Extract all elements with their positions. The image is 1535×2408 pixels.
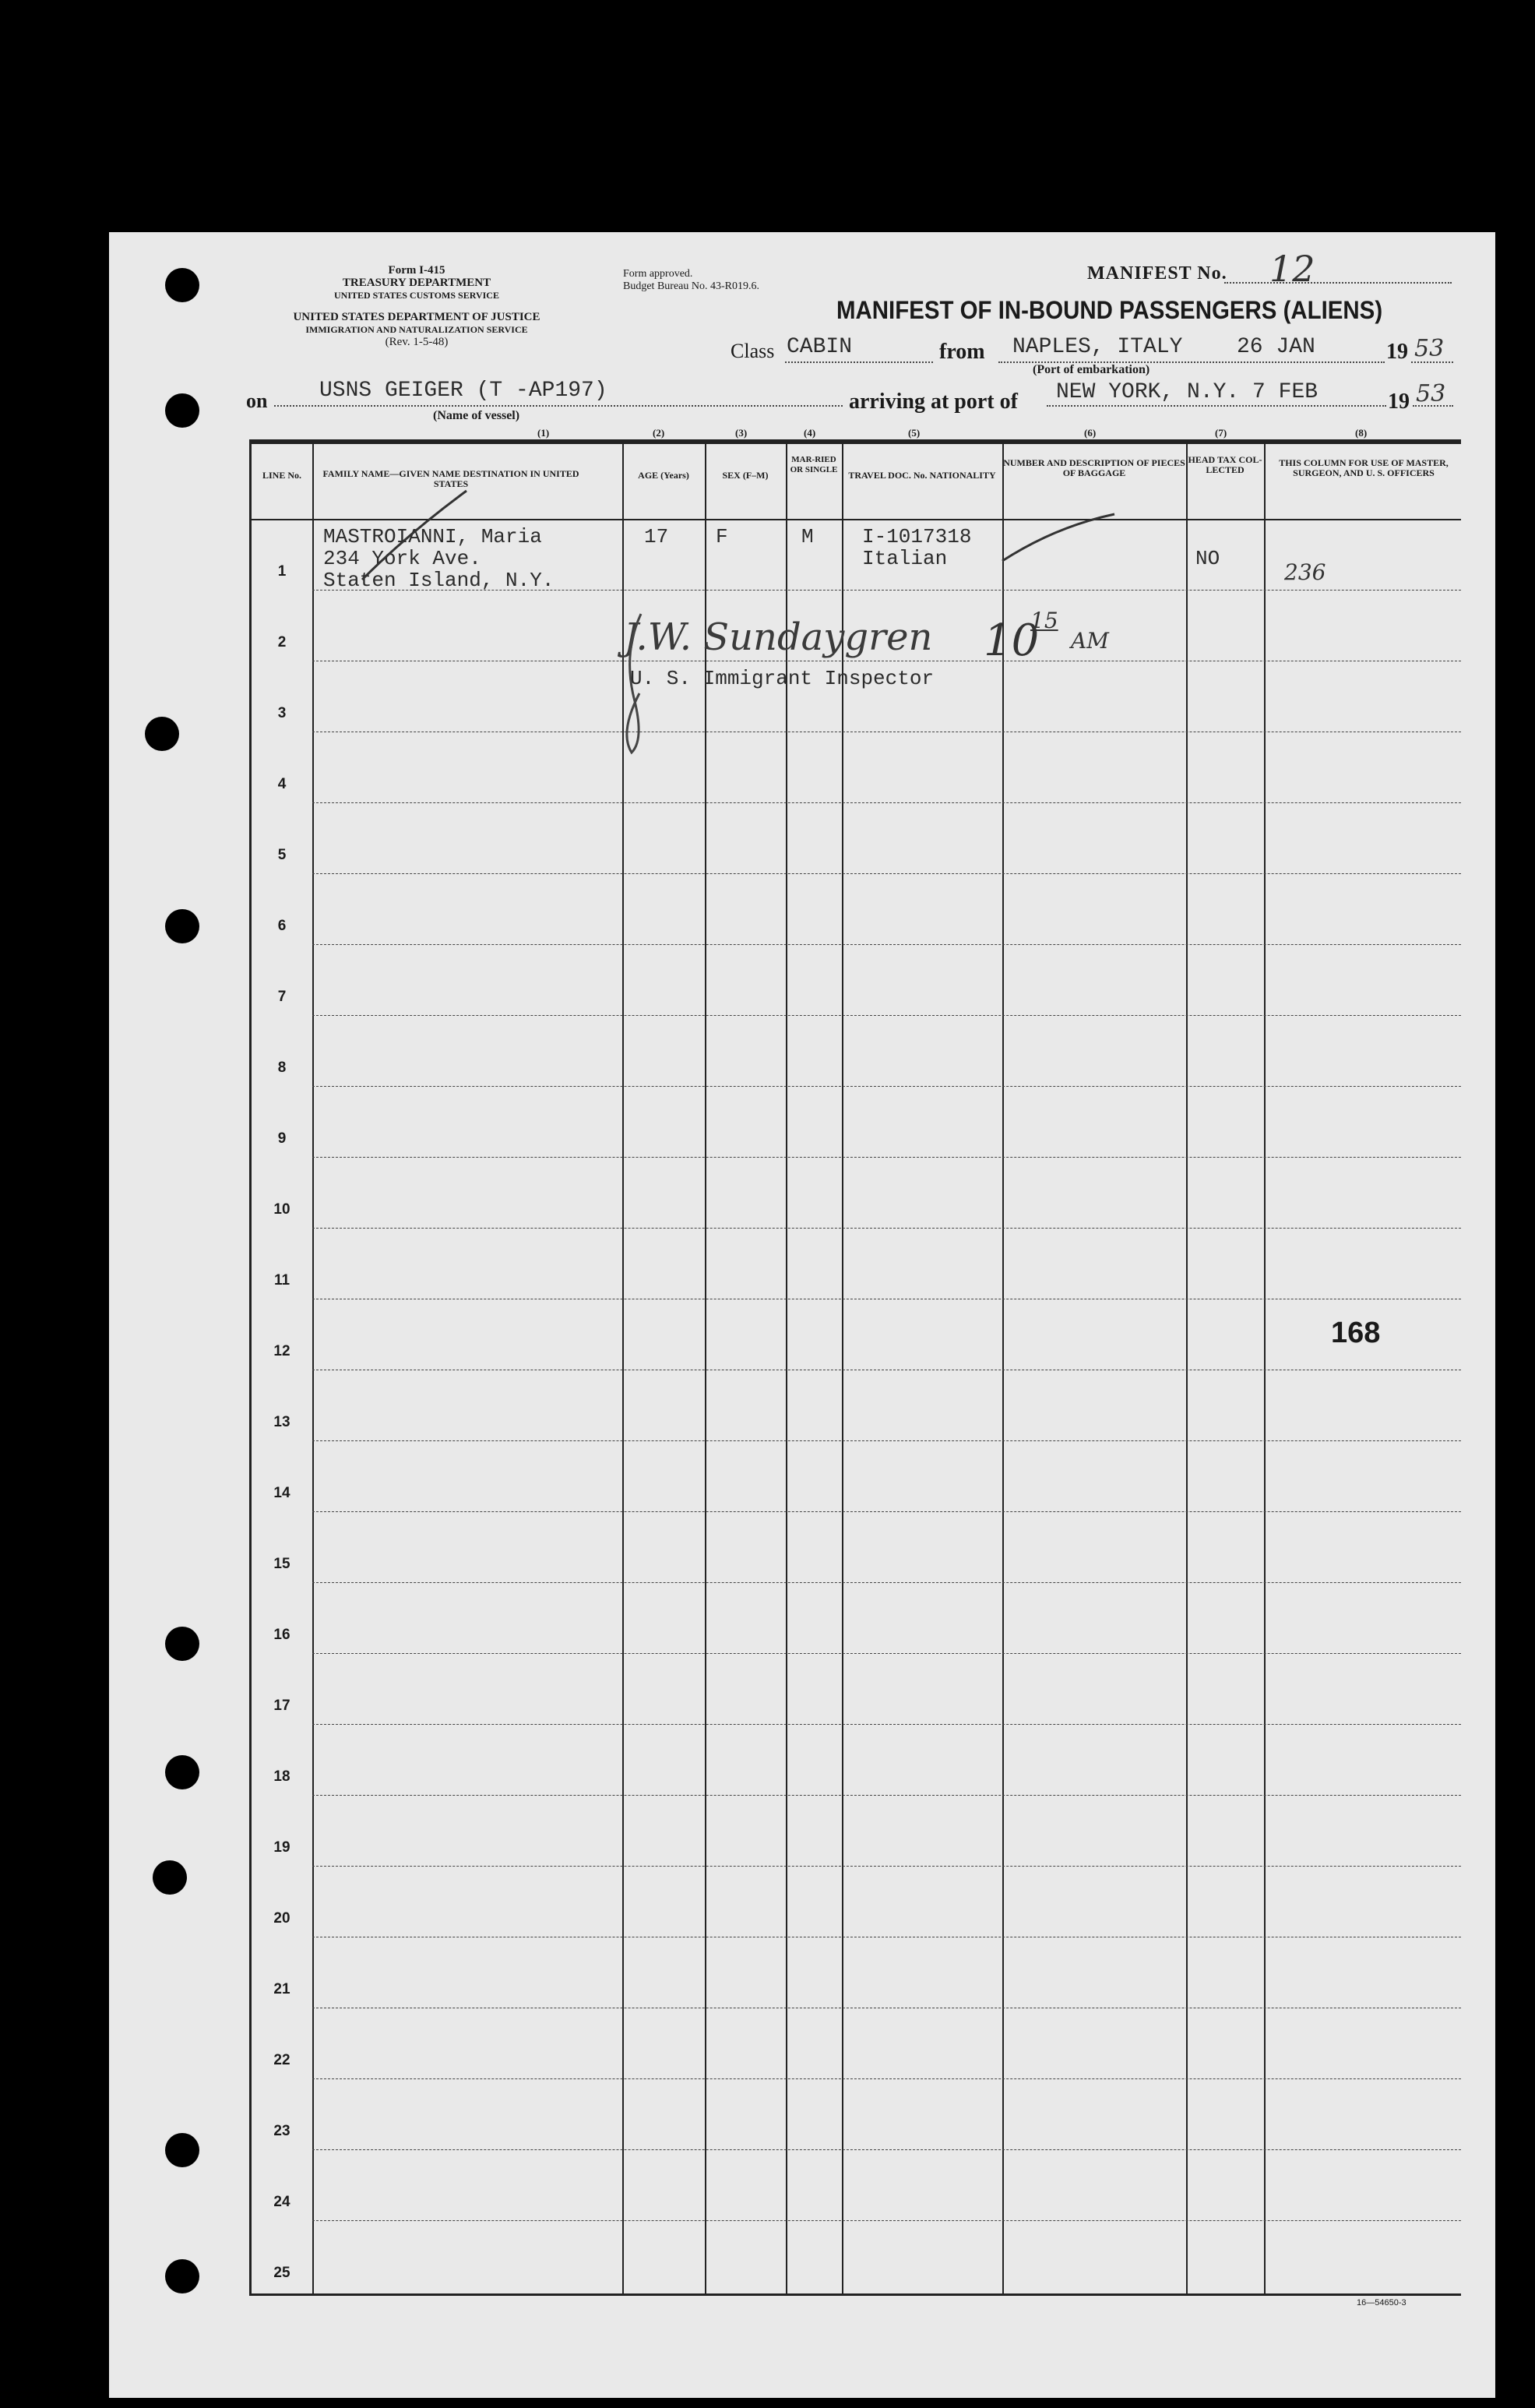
table-row [312,802,1461,803]
page-stamp-number: 168 [1331,1317,1381,1349]
head-tax-value: NO [1195,547,1220,570]
vessel-name-label: (Name of vessel) [433,409,520,422]
manifest-no-label: MANIFEST No. [1087,263,1227,284]
table-row [312,1015,1461,1016]
column-divider [1186,444,1188,2293]
travel-document-number: I-1017318 [862,525,972,548]
column-divider [312,444,314,2293]
column-number-2: (2) [653,427,665,439]
form-printer-code: 16—54650-3 [1357,2298,1406,2308]
department-of-justice: UNITED STATES DEPARTMENT OF JUSTICE [293,311,540,323]
year-2-underline [1413,405,1453,407]
passenger-age: 17 [644,525,669,548]
binder-hole [165,393,199,428]
table-row [312,2149,1461,2150]
column-number-7: (7) [1215,427,1227,439]
table-row [312,1440,1461,1441]
binder-hole [165,2259,199,2293]
passenger-address-street: 234 York Ave. [323,547,481,570]
line-number: 20 [273,1910,290,1927]
class-label: Class [731,340,775,362]
from-port: NAPLES, ITALY [1012,335,1183,359]
arrival-port: NEW YORK, N.Y. 7 FEB [1056,380,1318,404]
binder-hole [153,1860,187,1895]
line-number: 17 [273,1698,290,1714]
vessel-underline [274,405,843,407]
passenger-nationality: Italian [862,547,948,570]
line-number: 21 [273,1981,290,1997]
from-label: from [939,340,985,364]
binder-hole [165,1627,199,1661]
column-divider [786,444,787,2293]
manifest-no-value: 12 [1269,248,1315,290]
class-underline [785,361,933,363]
passenger-address-city: Staten Island, N.Y. [323,569,555,592]
table-row [312,1582,1461,1583]
passenger-name: MASTROIANNI, Maria [323,525,542,548]
binder-hole [165,2133,199,2167]
table-row [312,1228,1461,1229]
line-number: 14 [273,1485,290,1501]
passenger-table [249,442,1461,2296]
line-number: 16 [273,1627,290,1643]
line-number: 2 [277,634,287,650]
from-date: 26 JAN [1237,335,1315,359]
inspection-time: 10 [984,615,1040,666]
column-divider [1002,444,1004,2293]
line-number: 4 [277,776,287,792]
table-row [312,1653,1461,1654]
passenger-marital-status: M [801,525,814,548]
check-mark-stroke [361,488,470,581]
table-row [312,1866,1461,1867]
column-number-5: (5) [908,427,921,439]
column-number-4: (4) [804,427,816,439]
binder-hole [145,717,179,751]
line-number: 19 [273,1839,290,1856]
line-number: 24 [273,2194,290,2210]
line-number: 6 [277,918,287,934]
line-number: 9 [277,1130,287,1147]
inspection-time-minutes: 15 [1030,608,1058,633]
table-row [312,1511,1461,1512]
line-number: 1 [277,563,287,580]
line-number: 12 [273,1343,290,1359]
line-number: 5 [277,847,287,863]
passenger-sex: F [716,525,728,548]
line-number: 22 [273,2052,290,2068]
treasury-department: TREASURY DEPARTMENT [342,277,491,289]
manifest-no-underline [1224,282,1452,284]
head-tax-header: HEAD TAX COL-LECTED [1188,454,1262,475]
age-header: AGE (Years) [638,470,689,481]
customs-service: UNITED STATES CUSTOMS SERVICE [334,290,499,301]
line-number: 18 [273,1768,290,1785]
vessel-name: USNS GEIGER (T -AP197) [319,379,607,403]
travel-doc-header: TRAVEL DOC. No. NATIONALITY [848,470,996,481]
year-prefix-2: 19 [1388,390,1410,414]
baggage-header: NUMBER AND DESCRIPTION OF PIECES OF BAGGAGE [1003,457,1185,478]
year-prefix-1: 19 [1386,340,1408,364]
line-number: 13 [273,1414,290,1430]
class-value: CABIN [787,335,853,359]
column-number-6: (6) [1084,427,1097,439]
married-single-header: MAR-RIED OR SINGLE [790,455,838,474]
line-number: 23 [273,2123,290,2139]
arrival-underline [1047,405,1386,407]
year-1: 53 [1414,335,1445,362]
table-row [312,1086,1461,1087]
table-row [312,2078,1461,2079]
baggage-dash-stroke [1001,511,1118,566]
table-row [312,944,1461,945]
form-approved: Form approved. [623,268,693,280]
line-number: 11 [273,1272,290,1289]
year-2: 53 [1416,380,1446,407]
line-number: 8 [277,1059,287,1076]
officer-note: 236 [1284,559,1326,585]
line-number: 25 [273,2265,290,2281]
port-embarkation-label: (Port of embarkation) [1033,363,1150,376]
column-number-3: (3) [735,427,748,439]
table-row [312,2220,1461,2221]
naturalization-service: IMMIGRATION AND NATURALIZATION SERVICE [305,324,528,335]
name-destination-header: FAMILY NAME—GIVEN NAME DESTINATION IN UNITED STATES [322,468,579,489]
year-1-underline [1411,361,1453,363]
table-row [312,1795,1461,1796]
line-no-header: LINE No. [262,470,301,481]
binder-hole [165,268,199,302]
binder-hole [165,1755,199,1789]
revision-date: (Rev. 1-5-48) [385,336,449,348]
on-label: on [246,390,268,412]
table-row [312,1157,1461,1158]
table-row [312,1724,1461,1725]
binder-hole [165,909,199,943]
form-number: Form I-415 [388,264,445,277]
column-divider [705,444,706,2293]
column-number-1: (1) [537,427,550,439]
table-row [312,873,1461,874]
budget-bureau: Budget Bureau No. 43-R019.6. [623,280,759,292]
inspector-signature: J.W. Sundaygren [624,615,933,659]
line-number: 10 [273,1201,290,1218]
line-number: 15 [273,1556,290,1572]
column-number-8: (8) [1355,427,1368,439]
column-divider [842,444,843,2293]
officers-column-header: THIS COLUMN FOR USE OF MASTER, SURGEON, AND U. S. OFFICERS [1279,457,1449,478]
page-title: MANIFEST OF IN-BOUND PASSENGERS (ALIENS) [836,296,1383,324]
inspector-title: U. S. Immigrant Inspector [630,667,935,690]
sex-header: SEX (F–M) [722,470,769,481]
arriving-label: arriving at port of [849,390,1018,414]
column-divider [1264,444,1266,2293]
line-number: 3 [277,705,287,721]
inspection-time-suffix: AM [1071,628,1109,654]
line-number: 7 [277,989,287,1005]
